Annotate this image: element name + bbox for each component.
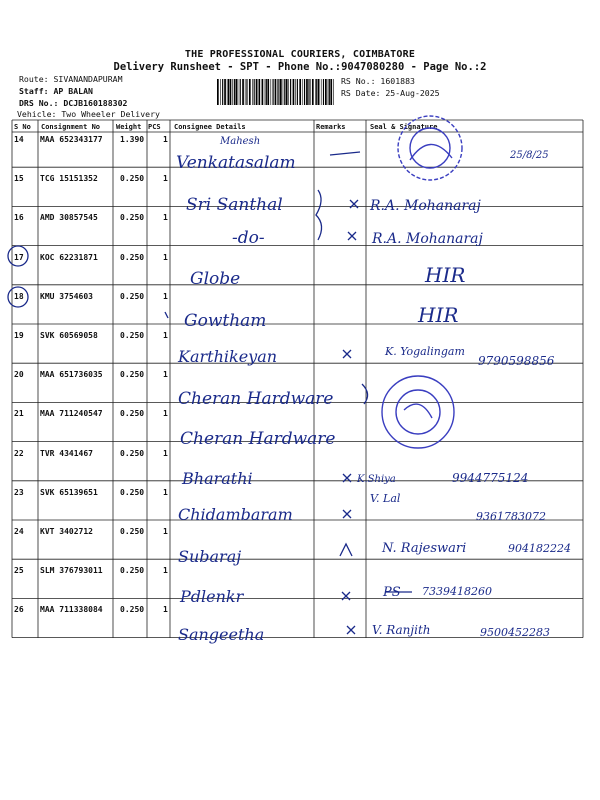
handwritten-receiver-22: K.Shiya [357,474,396,485]
handwritten-consignee-22: Bharathi [182,469,253,488]
pcs-cell: 1 [163,527,168,536]
weight-cell: 0.250 [120,527,145,536]
pcs-cell: 1 [163,605,168,615]
sno-cell: 22 [14,448,24,458]
pcs-cell: 1 [163,252,168,262]
handwritten-date-14: 25/8/25 [510,150,549,161]
handwritten-phone-23: 9361783072 [476,510,546,523]
handwritten-phone-19: 9790598856 [478,354,555,368]
col-remarks: Remarks [316,123,346,131]
weight-cell: 0.250 [120,566,145,576]
weight-cell: 0.250 [120,409,145,419]
handwritten-consignee-20: Cheran Hardware [178,389,334,409]
consignment-number: AMD 30857545 [40,213,98,223]
company-title: THE PROFESSIONAL COURIERS, COIMBATORE [184,49,416,60]
col-weight: Weight [116,123,142,131]
handwritten-consignee-17: Globe [190,269,241,289]
pcs-cell: 1 [163,331,168,340]
handwritten-receiver-26: V. Ranjith [372,623,431,637]
sno-cell: 24 [14,527,24,536]
pcs-cell: 1 [163,370,168,380]
cheran-hardware-stamp [382,376,454,448]
handwritten-phone-26: 9500452283 [480,626,550,639]
sno-cell: 14 [14,135,24,144]
sno-cell: 19 [14,331,24,340]
pcs-cell: 1 [163,135,168,144]
sno-cell: 26 [14,605,24,615]
pcs-cell: 1 [163,448,168,458]
sno-cell: 21 [14,409,24,419]
sno-cell: 23 [14,487,24,497]
weight-cell: 1.390 [120,135,145,144]
col-seal: Seal & Signature [370,123,438,131]
consignment-number: TVR 4341467 [40,448,93,458]
weight-cell: 0.250 [120,605,145,615]
consignment-number: SVK 65139651 [40,487,98,497]
handwritten-consignee-15: Sri Santhal [186,195,283,215]
handwritten-phone-25: 7339418260 [422,585,492,598]
handwritten-consignee-26: Sangeetha [178,625,265,644]
pcs-cell: 1 [163,487,168,497]
drs-number: DRS No.: DCJB160188302 [19,98,128,108]
sno-cell: 16 [14,213,24,223]
pcs-cell: 1 [163,174,168,184]
weight-cell: 0.250 [120,331,145,340]
handwritten-receiver-19: K. Yogalingam [385,345,465,358]
rs-number: RS No.: 1601883 [341,76,415,86]
handwritten-receiver-18: HIR [418,303,459,327]
consignment-number: KMU 3754603 [40,291,93,301]
sno-cell: 20 [14,370,24,380]
runsheet-subtitle: Delivery Runsheet - SPT - Phone No.:9047080280 - Page No.:2 [113,61,487,73]
col-sno: S No [14,123,31,131]
rs-date: RS Date: 25-Aug-2025 [341,88,440,98]
sno-cell: 15 [14,174,24,184]
weight-cell: 0.250 [120,487,145,497]
vehicle-label: Vehicle: Two Wheeler Delivery [17,109,160,119]
consignment-number: TCG 15151352 [40,174,98,184]
handwritten-receiver-16: R.A. Mohanaraj [372,231,483,247]
handwritten-note-14: Mahesh [220,136,261,147]
handwritten-consignee-19: Karthikeyan [178,347,278,366]
weight-cell: 0.250 [120,370,145,380]
handwritten-consignee-23: Chidambaram [178,505,293,524]
weight-cell: 0.250 [120,291,145,301]
consignment-number: SVK 60569058 [40,331,98,340]
handwritten-phone-22: 9944775124 [452,471,529,485]
sno-cell: 18 [14,291,24,301]
col-consignee: Consignee Details [174,123,246,131]
handwritten-receiver-25: PS [383,585,401,600]
staff-label: Staff: AP BALAN [19,86,93,96]
route-label: Route: SIVANANDAPURAM [19,74,123,84]
col-pcs: PCS [148,123,161,131]
handwritten-consignee-14: Venkatasalam [176,153,296,173]
handwritten-consignee-16: -do- [232,228,265,248]
consignment-number: MAA 711240547 [40,409,103,419]
consignment-number: KOC 62231871 [40,252,98,262]
weight-cell: 0.250 [120,213,145,223]
pcs-cell: 1 [163,213,168,223]
handwritten-consignee-21: Cheran Hardware [180,429,336,449]
handwritten-consignee-25: Pdlenkr [180,587,244,606]
consignment-number: MAA 651736035 [40,370,103,380]
delivery-stamp-top [398,116,462,180]
consignment-number: MAA 711338084 [40,605,103,615]
consignment-number: KVT 3402712 [40,527,93,536]
pcs-cell: 1 [163,409,168,419]
handwritten-consignee-24: Subaraj [178,547,242,566]
handwritten-receiver-24: N. Rajeswari [382,541,467,556]
handwritten-receiver-23: V. Lal [370,492,401,505]
consignment-number: MAA 652343177 [40,135,103,144]
weight-cell: 0.250 [120,448,145,458]
pcs-cell: 1 [163,291,168,301]
handwritten-receiver-17: HIR [425,263,466,287]
pcs-cell: 1 [163,566,168,576]
weight-cell: 0.250 [120,174,145,184]
handwritten-phone-24: 904182224 [508,542,571,555]
sno-cell: 25 [14,566,24,576]
consignment-number: SLM 376793011 [40,566,103,576]
weight-cell: 0.250 [120,252,145,262]
col-consignment: Consignment No [41,123,101,131]
handwritten-receiver-15: R.A. Mohanaraj [370,198,481,214]
handwritten-consignee-18: Gowtham [184,311,267,331]
sno-cell: 17 [14,252,24,262]
